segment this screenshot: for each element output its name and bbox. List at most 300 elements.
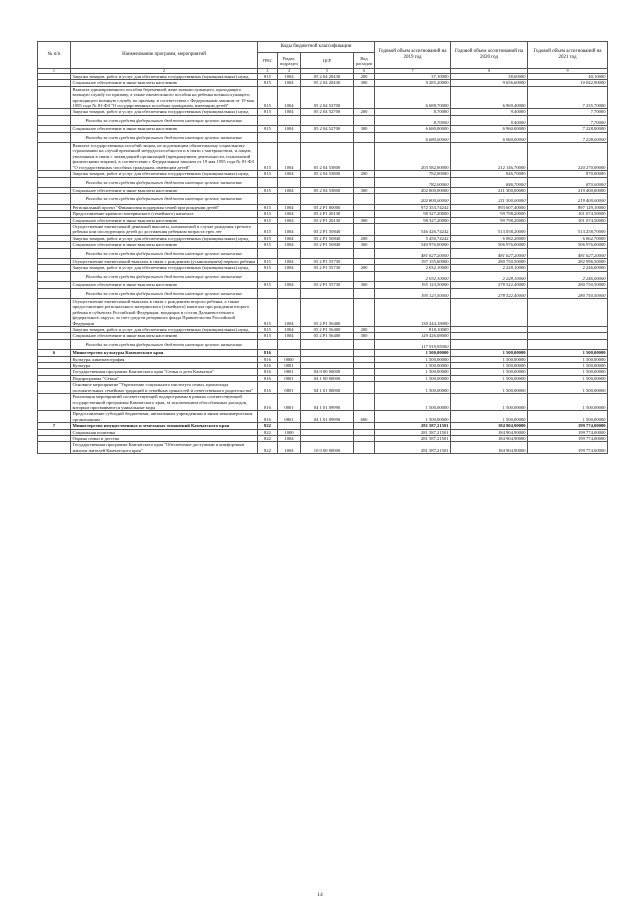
row-name: Социальное обеспечение и иные выплаты населению bbox=[71, 80, 258, 86]
header-name: Наименование программ, мероприятий bbox=[71, 42, 258, 69]
column-number: 7 bbox=[375, 69, 451, 74]
row-name: Закупка товаров, работ и услуг для обеспечения государственных (муниципальных) нужд bbox=[71, 171, 258, 177]
row-amount-2021: 101 074,50000 bbox=[528, 217, 608, 223]
row-name: Расходы за счет средств федерального бюджета имеющие целевое назначение bbox=[71, 177, 258, 187]
row-amount-2020: 212 146,70000 bbox=[451, 143, 528, 171]
row-csr: 05 2 04 53800 bbox=[301, 171, 354, 177]
row-amount-2019: 546 426,74242 bbox=[375, 223, 451, 235]
row-csr bbox=[301, 339, 354, 349]
row-name: Расходы за счет средств федерального бюджета имеющие целевое назначение bbox=[71, 194, 258, 204]
row-amount-2019: 1 500,00000 bbox=[375, 411, 451, 423]
row-amount-2019: 8,70000 bbox=[375, 109, 451, 115]
row-amount-2020: 1 500,00000 bbox=[451, 356, 528, 362]
row-amount-2019: 1 500,00000 bbox=[375, 394, 451, 411]
row-name: Социальное обеспечение и иные выплаты населению bbox=[71, 217, 258, 223]
table-row bbox=[38, 80, 608, 86]
row-name: Выплата единовременного пособия беременной жене военнослужащего, проходящего военную службу по призыву, а также ежемесячного пособия на ребенка военнослужащего, проходящего военную службу по призыву, в соответствии с Федеральным законом от 19 мая 1995 года № 81-ФЗ "О государственных пособиях гражданам, имеющим детей" bbox=[71, 86, 258, 109]
row-amount-2021: 7,70000 bbox=[528, 115, 608, 125]
row-grbs: 816 bbox=[258, 363, 278, 369]
row-amount-2019: 8,70000 bbox=[375, 115, 451, 125]
row-razdel: 0801 bbox=[278, 369, 301, 375]
row-amount-2019: 1 500,00000 bbox=[375, 375, 451, 381]
row-name: Расходы за счет средств федерального бюджета имеющие целевое назначение bbox=[71, 115, 258, 125]
row-amount-2021: 7 235,70000 bbox=[528, 86, 608, 109]
row-razdel: 1004 bbox=[278, 442, 301, 454]
row-vr: 200 bbox=[354, 265, 375, 271]
row-number bbox=[38, 177, 71, 187]
row-amount-2021: 481 627,20000 bbox=[528, 248, 608, 258]
row-csr: 05 2 P1 55730 bbox=[301, 258, 354, 264]
table-row bbox=[38, 217, 608, 223]
column-number: 4 bbox=[278, 69, 301, 74]
row-grbs: 815 bbox=[258, 299, 278, 327]
row-csr: 04 1 01 00000 bbox=[301, 382, 354, 394]
row-amount-2021: 282 996,50000 bbox=[528, 258, 608, 264]
row-razdel: 1004 bbox=[278, 204, 301, 210]
row-amount-2020: 1 500,00000 bbox=[451, 375, 528, 381]
table-row bbox=[38, 126, 608, 132]
row-grbs: 815 bbox=[258, 187, 278, 193]
row-name: Закупка товаров, работ и услуг для обеспечения государственных (муниципальных) нужд bbox=[71, 265, 258, 271]
row-name: Закупка товаров, работ и услуг для обеспечения государственных (муниципальных) нужд bbox=[71, 235, 258, 241]
row-grbs bbox=[258, 248, 278, 258]
row-vr: 200 bbox=[354, 235, 375, 241]
row-name: Расходы за счет средств федерального бюджета имеющие целевое назначение bbox=[71, 288, 258, 298]
row-grbs: 815 bbox=[258, 217, 278, 223]
row-vr bbox=[354, 86, 375, 109]
row-csr: 05 2 04 52700 bbox=[301, 126, 354, 132]
note-row bbox=[38, 115, 608, 125]
row-amount-2021: 6 062,70000 bbox=[528, 235, 608, 241]
row-amount-2021: 101 074,50000 bbox=[528, 211, 608, 217]
row-razdel bbox=[278, 288, 301, 298]
row-amount-2021: 40,10000 bbox=[528, 74, 608, 80]
row-number bbox=[38, 86, 71, 109]
row-razdel: 0801 bbox=[278, 411, 301, 423]
row-amount-2019: 202 800,00000 bbox=[375, 194, 451, 204]
row-amount-2019: 197 155,60000 bbox=[375, 258, 451, 264]
row-amount-2020: 481 627,20000 bbox=[451, 248, 528, 258]
row-razdel bbox=[278, 339, 301, 349]
row-amount-2020: 6 960,00000 bbox=[451, 132, 528, 142]
row-name: Закупка товаров, работ и услуг для обеспечения государственных (муниципальных) нужд bbox=[71, 74, 258, 80]
row-amount-2020: 6 969,40000 bbox=[451, 86, 528, 109]
row-grbs: 815 bbox=[258, 80, 278, 86]
row-csr: 05 2 P1 20130 bbox=[301, 211, 354, 217]
table-row bbox=[38, 394, 608, 411]
row-vr bbox=[354, 339, 375, 349]
row-amount-2020: 846,70000 bbox=[451, 177, 528, 187]
row-amount-2019: 1 500,00000 bbox=[375, 356, 451, 362]
table-row bbox=[38, 223, 608, 235]
row-razdel: 1004 bbox=[278, 80, 301, 86]
table-row bbox=[38, 382, 608, 394]
row-amount-2020: 280 750,50000 bbox=[451, 258, 528, 264]
row-vr: 300 bbox=[354, 242, 375, 248]
row-amount-2021: 513 258,70000 bbox=[528, 223, 608, 235]
row-vr: 300 bbox=[354, 217, 375, 223]
row-grbs: 815 bbox=[258, 282, 278, 288]
row-grbs: 815 bbox=[258, 126, 278, 132]
row-razdel: 1004 bbox=[278, 171, 301, 177]
row-amount-2020: 99 798,20000 bbox=[451, 217, 528, 223]
row-number bbox=[38, 382, 71, 394]
row-number bbox=[38, 143, 71, 171]
row-grbs: 815 bbox=[258, 171, 278, 177]
row-csr: 05 2 P1 50840 bbox=[301, 242, 354, 248]
row-amount-2020: 1 500,00000 bbox=[451, 394, 528, 411]
row-amount-2019: 481 627,20000 bbox=[375, 248, 451, 258]
row-grbs: 822 bbox=[258, 423, 278, 429]
row-amount-2021: 7 228,00000 bbox=[528, 126, 608, 132]
row-amount-2021: 199 774,00000 bbox=[528, 435, 608, 441]
row-grbs: 816 bbox=[258, 411, 278, 423]
row-amount-2019: 818,10000 bbox=[375, 327, 451, 333]
row-amount-2020: 513 058,20000 bbox=[451, 223, 528, 235]
row-razdel: 1004 bbox=[278, 333, 301, 339]
row-name: Социальное обеспечение и иные выплаты населению bbox=[71, 282, 258, 288]
row-grbs bbox=[258, 339, 278, 349]
row-amount-2020: 893 607,40000 bbox=[451, 204, 528, 210]
row-amount-2020: 1 500,00000 bbox=[451, 363, 528, 369]
row-vr: 300 bbox=[354, 80, 375, 86]
table-row bbox=[38, 235, 608, 241]
row-name: Расходы за счет средств федерального бюджета имеющие целевое назначение bbox=[71, 248, 258, 258]
row-amount-2020: 184 904,90000 bbox=[451, 435, 528, 441]
row-razdel: 1004 bbox=[278, 242, 301, 248]
row-razdel: 0801 bbox=[278, 382, 301, 394]
row-vr bbox=[354, 382, 375, 394]
header-razdel: Раздел, подраздел bbox=[278, 53, 301, 69]
row-number bbox=[38, 394, 71, 411]
row-razdel bbox=[278, 248, 301, 258]
row-number bbox=[38, 194, 71, 204]
row-number bbox=[38, 411, 71, 423]
row-vr bbox=[354, 442, 375, 454]
row-grbs bbox=[258, 288, 278, 298]
row-vr bbox=[354, 394, 375, 411]
header-vr: Вид расходов bbox=[354, 53, 375, 69]
row-razdel: 1004 bbox=[278, 109, 301, 115]
row-razdel: 1004 bbox=[278, 211, 301, 217]
row-amount-2019: 972 353,74242 bbox=[375, 204, 451, 210]
row-grbs: 816 bbox=[258, 350, 278, 356]
row-amount-2020: 38,60000 bbox=[451, 74, 528, 80]
row-grbs: 815 bbox=[258, 242, 278, 248]
row-amount-2020: 846,70000 bbox=[451, 171, 528, 177]
row-amount-2020: 506 976,00000 bbox=[451, 242, 528, 248]
row-csr: 05 2 P1 55730 bbox=[301, 265, 354, 271]
table-row bbox=[38, 143, 608, 171]
row-amount-2019: 195 123,50000 bbox=[375, 288, 451, 298]
header-2019: Годовой объем ассигнований на 2019 год bbox=[375, 42, 451, 69]
row-razdel: 1004 bbox=[278, 187, 301, 193]
row-csr: 05 2 04 53800 bbox=[301, 187, 354, 193]
row-name: Подпрограмма "Семья" bbox=[71, 375, 258, 381]
note-row bbox=[38, 339, 608, 349]
row-name: Осуществление ежемесячной выплаты в связи с рождением второго ребенка, а также предоставление регионального материнского (семейного) капитала при рождении второго ребенка в субъектах Российской Федерации, входящих в состав Дальневосточного федерального округа, за счет средств резервного фонда Правительства Российской Федерации bbox=[71, 299, 258, 327]
row-amount-2020: 278 522,40000 bbox=[451, 288, 528, 298]
row-amount-2019: 6 680,00000 bbox=[375, 132, 451, 142]
row-vr: 200 bbox=[354, 327, 375, 333]
row-amount-2021: 7 228,00000 bbox=[528, 132, 608, 142]
row-csr bbox=[301, 271, 354, 281]
row-razdel: 1004 bbox=[278, 299, 301, 327]
row-grbs bbox=[258, 194, 278, 204]
row-amount-2021: 7,70000 bbox=[528, 109, 608, 115]
column-number: 2 bbox=[71, 69, 258, 74]
row-amount-2020: 9,40000 bbox=[451, 109, 528, 115]
row-amount-2020: 211 300,00000 bbox=[451, 194, 528, 204]
row-number bbox=[38, 115, 71, 125]
row-csr: 05 2 P1 00000 bbox=[301, 204, 354, 210]
row-amount-2020: 2 228,10000 bbox=[451, 271, 528, 281]
column-number: 6 bbox=[354, 69, 375, 74]
row-amount-2021: 1 500,00000 bbox=[528, 356, 608, 362]
row-name: Закупка товаров, работ и услуг для обеспечения государственных (муниципальных) нужд bbox=[71, 327, 258, 333]
row-amount-2019: 98 327,20000 bbox=[375, 217, 451, 223]
row-csr bbox=[301, 177, 354, 187]
table-row bbox=[38, 86, 608, 109]
row-razdel bbox=[278, 271, 301, 281]
row-razdel: 1004 bbox=[278, 435, 301, 441]
row-number bbox=[38, 339, 71, 349]
column-number: 3 bbox=[258, 69, 278, 74]
row-amount-2021: 1 500,00000 bbox=[528, 350, 608, 356]
row-name: Расходы за счет средств федерального бюджета имеющие целевое назначение bbox=[71, 132, 258, 142]
header-2021: Годовой объем ассигнований на 2021 год bbox=[528, 42, 608, 69]
row-csr bbox=[301, 132, 354, 142]
row-vr bbox=[354, 223, 375, 235]
column-number: 1 bbox=[38, 69, 71, 74]
row-razdel: 1004 bbox=[278, 223, 301, 235]
row-razdel: 1004 bbox=[278, 235, 301, 241]
row-name: Социальная политика bbox=[71, 429, 258, 435]
row-amount-2019: 129 426,08000 bbox=[375, 333, 451, 339]
row-amount-2019: 1 500,00000 bbox=[375, 350, 451, 356]
row-grbs bbox=[258, 132, 278, 142]
row-csr: 04 1 01 09990 bbox=[301, 394, 354, 411]
header-csr: ЦСР bbox=[301, 53, 354, 69]
row-csr: 05 2 04 52700 bbox=[301, 109, 354, 115]
row-name: Осуществление ежемесячной выплаты в связи с рождением (усыновлением) первого ребенка bbox=[71, 258, 258, 264]
row-amount-2019: 37,10000 bbox=[375, 74, 451, 80]
row-vr: 300 bbox=[354, 333, 375, 339]
row-csr: 05 2 04 20430 bbox=[301, 80, 354, 86]
row-amount-2020: 278 522,40000 bbox=[451, 282, 528, 288]
row-razdel bbox=[278, 132, 301, 142]
row-amount-2021: 10 042,90000 bbox=[528, 80, 608, 86]
row-razdel bbox=[278, 194, 301, 204]
row-grbs: 815 bbox=[258, 86, 278, 109]
row-csr: 05 2 P1 55730 bbox=[301, 282, 354, 288]
row-amount-2019: 98 327,20000 bbox=[375, 211, 451, 217]
row-amount-2019: 6 680,00000 bbox=[375, 126, 451, 132]
header-codes-group: Коды бюджетной классификации bbox=[258, 42, 375, 53]
row-amount-2021: 1 500,00000 bbox=[528, 369, 608, 375]
row-number bbox=[38, 442, 71, 454]
row-amount-2020 bbox=[451, 299, 528, 327]
row-vr bbox=[354, 271, 375, 281]
note-row bbox=[38, 132, 608, 142]
row-grbs: 816 bbox=[258, 375, 278, 381]
row-amount-2019: 202 800,00000 bbox=[375, 187, 451, 193]
table-row bbox=[38, 171, 608, 177]
row-amount-2021: 870,00000 bbox=[528, 177, 608, 187]
row-vr bbox=[354, 132, 375, 142]
row-number bbox=[38, 299, 71, 327]
row-name: Социальное обеспечение и иные выплаты населению bbox=[71, 333, 258, 339]
row-razdel: 1004 bbox=[278, 86, 301, 109]
row-amount-2020: 1 500,00000 bbox=[451, 411, 528, 423]
row-amount-2020: 184 904,90000 bbox=[451, 442, 528, 454]
row-name: Закупка товаров, работ и услуг для обеспечения государственных (муниципальных) нужд bbox=[71, 109, 258, 115]
row-vr: 200 bbox=[354, 74, 375, 80]
row-razdel: 1000 bbox=[278, 429, 301, 435]
row-vr: 300 bbox=[354, 187, 375, 193]
row-amount-2021: 280 750,50000 bbox=[528, 288, 608, 298]
row-vr: 300 bbox=[354, 282, 375, 288]
row-amount-2021: 2 246,00000 bbox=[528, 271, 608, 281]
row-csr: 05 2 04 20430 bbox=[301, 74, 354, 80]
table-row bbox=[38, 442, 608, 454]
table-row bbox=[38, 109, 608, 115]
row-grbs: 822 bbox=[258, 429, 278, 435]
row-amount-2020: 6 082,20000 bbox=[451, 235, 528, 241]
row-amount-2021: 1 500,00000 bbox=[528, 394, 608, 411]
note-row bbox=[38, 177, 608, 187]
budget-table-sheet bbox=[37, 41, 607, 454]
row-grbs: 815 bbox=[258, 211, 278, 217]
row-name: Охрана семьи и детства bbox=[71, 435, 258, 441]
row-vr bbox=[354, 248, 375, 258]
row-vr bbox=[354, 288, 375, 298]
row-amount-2019: 782,00000 bbox=[375, 177, 451, 187]
row-grbs bbox=[258, 271, 278, 281]
row-razdel: 1004 bbox=[278, 143, 301, 171]
row-name: Государственная программа Камчатского края "Обеспечение доступным и комфортным жильем жителей Камчатского края" bbox=[71, 442, 258, 454]
row-amount-2019: 117 919,95000 bbox=[375, 339, 451, 349]
row-amount-2021: 220 270,00000 bbox=[528, 143, 608, 171]
row-name: Основное мероприятие "Укрепление социального института семьи, пропаганда положительных семейных традиций и семейных ценностей и ответственного родительства" bbox=[71, 382, 258, 394]
table-row bbox=[38, 369, 608, 375]
row-csr: 04 1 00 00000 bbox=[301, 375, 354, 381]
header-grbs: ГРБС bbox=[258, 53, 278, 69]
row-grbs: 816 bbox=[258, 356, 278, 362]
row-number: 7 bbox=[38, 423, 71, 429]
table-row bbox=[38, 187, 608, 193]
row-csr: 05 2 P1 56400 bbox=[301, 327, 354, 333]
row-amount-2021: 1 500,00000 bbox=[528, 382, 608, 394]
row-name: Министерство культуры Камчатского края bbox=[71, 350, 258, 356]
table-row bbox=[38, 74, 608, 80]
row-name: Культура bbox=[71, 363, 258, 369]
row-amount-2020: 1 500,00000 bbox=[451, 350, 528, 356]
row-amount-2020 bbox=[451, 339, 528, 349]
note-row bbox=[38, 194, 608, 204]
page-number: 14 bbox=[317, 892, 323, 898]
row-name: Предоставление субсидий бюджетным, автономным учреждениям и иным некоммерческим организациям bbox=[71, 411, 258, 423]
row-razdel: 0800 bbox=[278, 356, 301, 362]
table-row bbox=[38, 299, 608, 327]
row-grbs bbox=[258, 115, 278, 125]
row-amount-2019: 9 285,20000 bbox=[375, 80, 451, 86]
row-csr: 05 2 P1 50840 bbox=[301, 235, 354, 241]
row-grbs: 815 bbox=[258, 204, 278, 210]
row-vr: 200 bbox=[354, 171, 375, 177]
row-amount-2021: 199 774,00000 bbox=[528, 442, 608, 454]
row-grbs: 816 bbox=[258, 394, 278, 411]
table-row bbox=[38, 265, 608, 271]
row-razdel bbox=[278, 115, 301, 125]
row-vr: 600 bbox=[354, 411, 375, 423]
row-grbs bbox=[258, 177, 278, 187]
row-number bbox=[38, 248, 71, 258]
row-amount-2019: 281 587,21501 bbox=[375, 435, 451, 441]
row-amount-2021: 199 774,00000 bbox=[528, 423, 608, 429]
row-amount-2020: 184 904,90000 bbox=[451, 423, 528, 429]
row-csr bbox=[301, 288, 354, 298]
row-csr: 05 2 P1 56400 bbox=[301, 299, 354, 327]
row-vr bbox=[354, 115, 375, 125]
row-razdel: 1004 bbox=[278, 126, 301, 132]
row-vr: 300 bbox=[354, 126, 375, 132]
row-name: Социальное обеспечение и иные выплаты населению bbox=[71, 126, 258, 132]
row-name: Осуществление ежемесячной денежной выплаты, назначаемой в случае рождения третьего ребенка или последующих детей до достижения ребенком возраста трех лет bbox=[71, 223, 258, 235]
row-csr: 05 2 04 52700 bbox=[301, 86, 354, 109]
row-csr: 04 1 01 09990 bbox=[301, 411, 354, 423]
row-amount-2019: 2 032,10000 bbox=[375, 265, 451, 271]
table-row bbox=[38, 411, 608, 423]
row-razdel: 1004 bbox=[278, 217, 301, 223]
row-amount-2020: 99 798,20000 bbox=[451, 211, 528, 217]
row-amount-2021: 506 976,00000 bbox=[528, 242, 608, 248]
row-amount-2021 bbox=[528, 299, 608, 327]
note-row bbox=[38, 248, 608, 258]
row-csr: 10 0 00 00000 bbox=[301, 442, 354, 454]
row-razdel: 0801 bbox=[278, 363, 301, 369]
column-number: 8 bbox=[451, 69, 528, 74]
row-amount-2019: 281 587,21501 bbox=[375, 442, 451, 454]
row-number bbox=[38, 288, 71, 298]
row-vr bbox=[354, 177, 375, 187]
row-grbs: 815 bbox=[258, 327, 278, 333]
row-name: Социальное обеспечение и иные выплаты населению bbox=[71, 242, 258, 248]
row-amount-2019: 782,00000 bbox=[375, 171, 451, 177]
row-amount-2019: 195 123,50000 bbox=[375, 282, 451, 288]
row-name: Выплата государственных пособий лицам, не подлежащим обязательному социальному страхованию на случай временной нетрудоспособности и в связи с материнством, и лицам, уволенным в связи с ликвидацией организаций (прекращением деятельности, полномочий физическими лицами), в соответствии с Федеральным законом от 19 мая 1995 года № 81-ФЗ "О государственных пособиях гражданам, имеющим детей" bbox=[71, 143, 258, 171]
row-vr: 200 bbox=[354, 109, 375, 115]
row-name: Социальное обеспечение и иные выплаты населению bbox=[71, 187, 258, 193]
row-csr: 04 0 00 00000 bbox=[301, 369, 354, 375]
row-razdel: 1004 bbox=[278, 265, 301, 271]
row-csr bbox=[301, 194, 354, 204]
row-number: 6 bbox=[38, 350, 71, 356]
row-name: Расходы за счет средств федерального бюджета имеющие целевое назначение bbox=[71, 339, 258, 349]
row-amount-2020: 211 300,00000 bbox=[451, 187, 528, 193]
row-razdel: 1004 bbox=[278, 282, 301, 288]
row-grbs: 815 bbox=[258, 109, 278, 115]
row-grbs: 816 bbox=[258, 382, 278, 394]
table-row bbox=[38, 211, 608, 217]
note-row bbox=[38, 271, 608, 281]
row-amount-2020: 1 500,00000 bbox=[451, 382, 528, 394]
row-grbs: 815 bbox=[258, 235, 278, 241]
row-grbs: 815 bbox=[258, 265, 278, 271]
row-amount-2019: 1 500,00000 bbox=[375, 382, 451, 394]
row-amount-2020: 184 904,90000 bbox=[451, 429, 528, 435]
row-amount-2021: 280 750,50000 bbox=[528, 282, 608, 288]
